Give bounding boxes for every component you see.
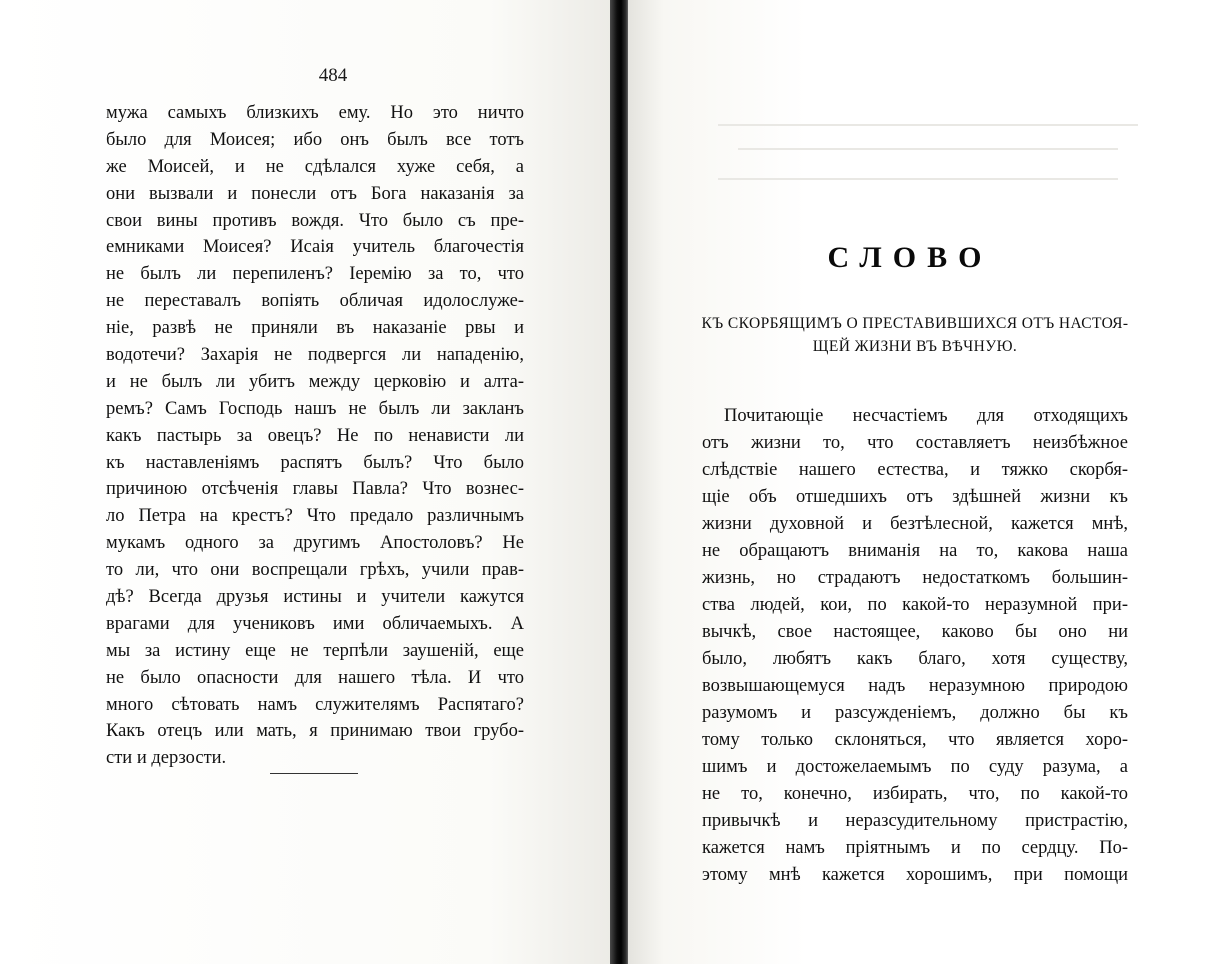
text-line: свои вины противъ вождя. Что было съ пре-: [106, 210, 524, 231]
text-line: причиною отсѣченія главы Павла? Что вознес-: [106, 479, 524, 500]
sermon-subtitle: [700, 312, 1130, 358]
text-line: много сѣтовать намъ служителямъ Распятаго?: [106, 694, 524, 715]
text-line: не было опасности для нашего тѣла. И что: [106, 667, 524, 688]
text-line: не былъ ли перепиленъ? Іеремію за то, что: [106, 264, 524, 285]
text-line: возвышающемуся надъ неразумною природою: [702, 676, 1128, 696]
text-line: то ли, что они воспрещали грѣхъ, учили прав-: [106, 560, 524, 581]
text-line: они вызвали и понесли отъ Бога наказанія за: [106, 183, 524, 204]
text-line: Почитающіе несчастіемъ для отходящихъ: [724, 406, 1128, 426]
text-line: водотечи? Захарія не подвергся ли нападенію,: [106, 345, 524, 366]
text-line: ства людей, кои, по какой-то неразумной при-: [702, 595, 1128, 615]
text-line: къ наставленіямъ распятъ былъ? Что было: [106, 452, 524, 473]
text-line: кажется намъ пріятнымъ и по сердцу. По-: [702, 838, 1128, 858]
text-line: разумомъ и разсужденіемъ, должно бы къ: [702, 703, 1128, 723]
sermon-heading: СЛОВО: [827, 241, 993, 274]
text-line: было, любятъ какъ благо, хотя существу,: [702, 649, 1128, 669]
text-line: не обращаютъ вниманія на то, какова наша: [702, 541, 1128, 561]
section-end-rule: [270, 773, 358, 774]
text-line: мы за истину еще не терпѣли заушеній, еще: [106, 640, 524, 661]
text-line: ремъ? Самъ Господь нашъ не былъ ли закланъ: [106, 398, 524, 419]
text-line: врагами для учениковъ ими обличаемыхъ. А: [106, 613, 524, 634]
text-line: мукамъ одного за другимъ Апостоловъ? Не: [106, 533, 524, 554]
book-spine-gutter: [610, 0, 630, 964]
text-line: слѣдствіе нашего естества, и тяжко скорбя-: [702, 460, 1128, 480]
page-number: 484: [318, 65, 348, 86]
text-line: тому только склоняться, что является хоро-: [702, 730, 1128, 750]
text-line: Какъ отецъ или мать, я принимаю твои грубо-: [106, 721, 524, 742]
text-line: ло Петра на крестъ? Что предало различнымъ: [106, 506, 524, 527]
text-line: сти и дерзости.: [106, 748, 227, 769]
left-page-text: [106, 100, 524, 772]
text-line: привычкѣ и неразсудительному пристрастію,: [702, 811, 1128, 831]
text-line: не переставалъ вопіять обличая идолослуже-: [106, 291, 524, 312]
text-line: было для Моисея; ибо онъ былъ все тотъ: [106, 129, 524, 150]
text-line: щіе объ отшедшихъ отъ здѣшней жизни къ: [702, 487, 1128, 507]
text-line: этому мнѣ кажется хорошимъ, при помощи: [702, 865, 1128, 885]
text-line: емниками Моисея? Исаія учитель благочестія: [106, 237, 524, 258]
text-line: шимъ и достожелаемымъ по суду разума, а: [702, 757, 1128, 777]
subtitle-line: КЪ СКОРБЯЩИМЪ О ПРЕСТАВИВШИХСЯ ОТЪ НАСТОЯ-: [701, 315, 1129, 332]
text-line: жизнь, но страдаютъ недостаткомъ большин-: [702, 568, 1128, 588]
text-line: ніе, развѣ не приняли въ наказаніе рвы и: [106, 318, 524, 339]
bleed-through-mark: [718, 178, 1118, 180]
text-line: вычкѣ, свое настоящее, каково бы оно ни: [702, 622, 1128, 642]
text-line: же Моисей, и не сдѣлался хуже себя, а: [106, 156, 524, 177]
text-line: жизни духовной и безтѣлесной, кажется мнѣ,: [702, 514, 1128, 534]
text-line: какъ пастырь за овецъ? Не по ненависти ли: [106, 425, 524, 446]
subtitle-line: ЩЕЙ ЖИЗНИ ВЪ ВѢЧНУЮ.: [812, 338, 1018, 355]
text-line: не то, конечно, избирать, что, по какой-то: [702, 784, 1128, 804]
text-line: и не былъ ли убитъ между церковію и алта-: [106, 371, 524, 392]
right-page-text: [702, 403, 1128, 889]
text-line: дѣ? Всегда друзья истины и учители кажутся: [106, 587, 524, 608]
text-line: отъ жизни то, что составляетъ неизбѣжное: [702, 433, 1128, 453]
text-line: мужа самыхъ близкихъ ему. Но это ничто: [106, 103, 524, 123]
bleed-through-mark: [738, 148, 1118, 150]
bleed-through-mark: [718, 124, 1138, 126]
